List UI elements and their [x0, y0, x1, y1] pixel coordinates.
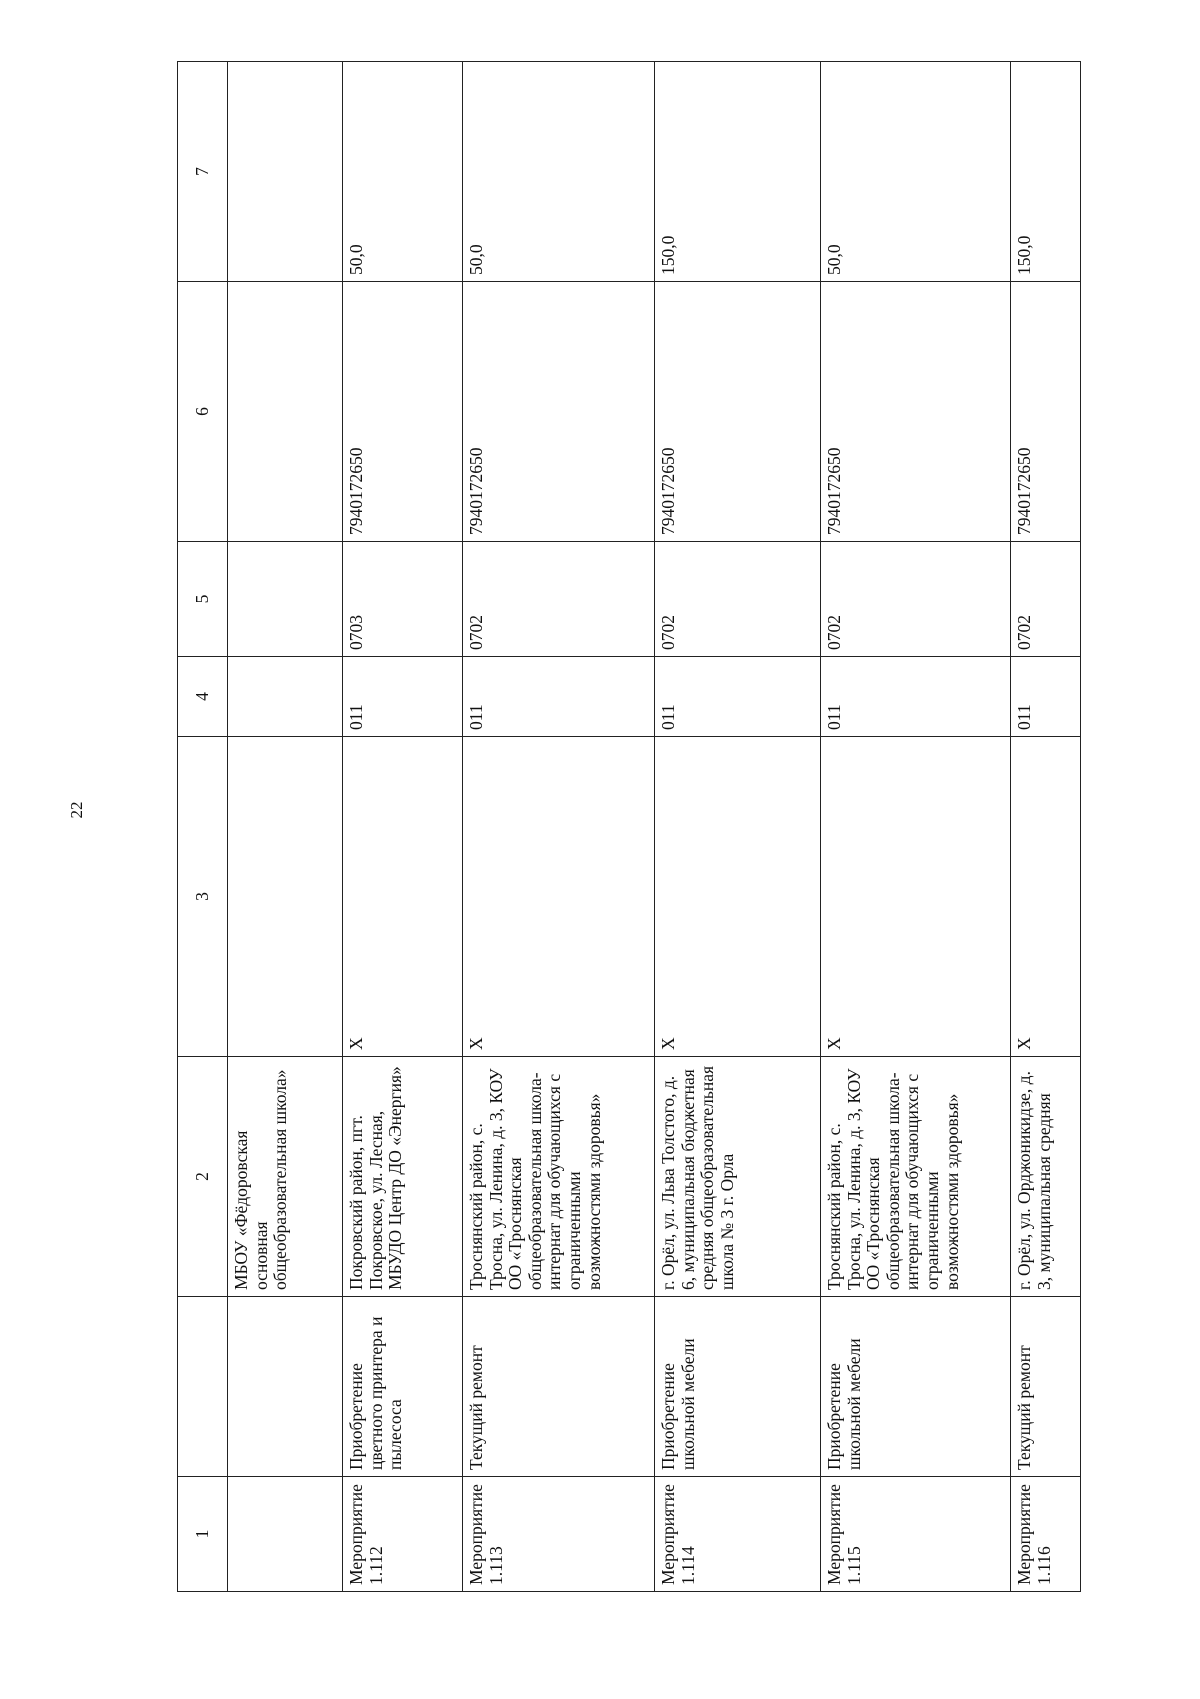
cell-c6: 7940172650 [343, 282, 463, 542]
header-row [178, 62, 228, 1592]
cell-event: Мероприятие 1.115 [821, 1477, 1011, 1592]
cell-c4 [228, 657, 343, 737]
cell-c5: 0703 [343, 542, 463, 657]
cell-description: Приобретение цветного принтера и пылесоса [343, 1297, 463, 1477]
cell-event [228, 1477, 343, 1592]
cell-c4: 011 [1011, 657, 1081, 737]
table-row [1011, 62, 1081, 1592]
cell-event: Мероприятие 1.113 [463, 1477, 655, 1592]
cell-c3: X [343, 737, 463, 1057]
cell-c5: 0702 [463, 542, 655, 657]
cell-description: Текущий ремонт [463, 1297, 655, 1477]
page-number: 22 [67, 801, 86, 819]
header-col-7: 7 [178, 62, 228, 282]
cell-c5 [228, 542, 343, 657]
cell-event: Мероприятие 1.112 [343, 1477, 463, 1592]
cell-c7: 50,0 [463, 62, 655, 282]
cell-institution: г. Орёл, ул. Льва Толстого, д. 6, муниципальная бюджетная средняя общеобразовательная школа № 3 г. Орла [655, 1057, 821, 1297]
header-col-6: 6 [178, 282, 228, 542]
cell-c6: 7940172650 [821, 282, 1011, 542]
cell-c7: 150,0 [1011, 62, 1081, 282]
cell-description: Приобретение школьной мебели [655, 1297, 821, 1477]
header-col-3: 3 [178, 737, 228, 1057]
budget-table [177, 61, 1081, 1592]
cell-c4: 011 [463, 657, 655, 737]
cell-institution: Троснянский район, с. Тросна, ул. Ленина, д. 3, КОУ ОО «Троснянская общеобразовательная школа-интернат для обучающихся с ограниченными возможностями здоровья» [463, 1057, 655, 1297]
header-col-5: 5 [178, 542, 228, 657]
cell-c7: 50,0 [343, 62, 463, 282]
table-row [821, 62, 1011, 1592]
cell-description [228, 1297, 343, 1477]
header-col-1: 1 [178, 1477, 228, 1592]
cell-c7: 50,0 [821, 62, 1011, 282]
cell-c7 [228, 62, 343, 282]
cell-c3: X [821, 737, 1011, 1057]
cell-c7: 150,0 [655, 62, 821, 282]
cell-institution: Покровский район, пгт. Покровское, ул. Лесная, МБУДО Центр ДО «Энергия» [343, 1057, 463, 1297]
cell-c6: 7940172650 [1011, 282, 1081, 542]
rotated-table-wrapper [177, 62, 1080, 1592]
header-col-1b [178, 1297, 228, 1477]
cell-c3 [228, 737, 343, 1057]
table-row [228, 62, 343, 1592]
cell-c5: 0702 [655, 542, 821, 657]
cell-event: Мероприятие 1.116 [1011, 1477, 1081, 1592]
cell-description: Текущий ремонт [1011, 1297, 1081, 1477]
header-col-2: 2 [178, 1057, 228, 1297]
cell-c3: X [1011, 737, 1081, 1057]
cell-c6 [228, 282, 343, 542]
table-row [463, 62, 655, 1592]
header-col-4: 4 [178, 657, 228, 737]
cell-institution: г. Орёл, ул. Орджоникидзе, д. 3, муниципальная средняя [1011, 1057, 1081, 1297]
cell-c4: 011 [343, 657, 463, 737]
cell-c4: 011 [655, 657, 821, 737]
cell-c6: 7940172650 [655, 282, 821, 542]
table-row [343, 62, 463, 1592]
cell-c5: 0702 [1011, 542, 1081, 657]
cell-description: Приобретение школьной мебели [821, 1297, 1011, 1477]
cell-c4: 011 [821, 657, 1011, 737]
cell-institution: Троснянский район, с. Тросна, ул. Ленина, д. 3, КОУ ОО «Троснянская общеобразовательная школа-интернат для обучающихся с ограниченными возможностями здоровья» [821, 1057, 1011, 1297]
cell-c3: X [463, 737, 655, 1057]
table-row [655, 62, 821, 1592]
cell-c6: 7940172650 [463, 282, 655, 542]
cell-institution: МБОУ «Фёдоровская основная общеобразовательная школа» [228, 1057, 343, 1297]
cell-c3: X [655, 737, 821, 1057]
cell-c5: 0702 [821, 542, 1011, 657]
cell-event: Мероприятие 1.114 [655, 1477, 821, 1592]
